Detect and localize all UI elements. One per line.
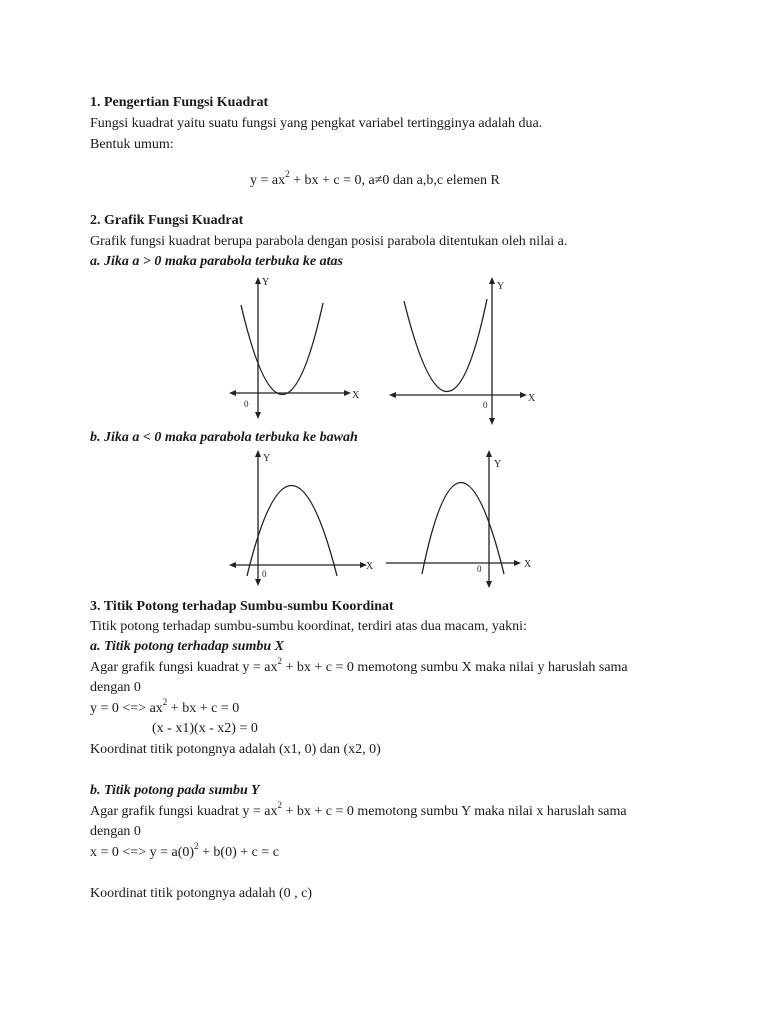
subsection-b-text-cont: dengan 0 bbox=[90, 824, 141, 839]
x-axis-arrow-left bbox=[229, 390, 236, 396]
subsection-b-title: b. Titik potong pada sumbu Y bbox=[90, 783, 260, 798]
x-axis-arrow-right bbox=[514, 560, 521, 566]
section-1-definition: Fungsi kuadrat yaitu suatu fungsi yang pengkat variabel tertingginya adalah dua. bbox=[90, 116, 543, 131]
subsection-a-text-cont: dengan 0 bbox=[90, 680, 141, 695]
subsection-a-title: a. Titik potong terhadap sumbu X bbox=[90, 639, 284, 654]
subsection-a-text: Agar grafik fungsi kuadrat $y = ax^2$ + bx + c = 0 memotong sumbu X maka nilai y haruslah sama bbox=[90, 656, 628, 675]
subsection-a-equation-1: y = 0 <=> $ax^2$ + bx + c = 0 bbox=[90, 697, 240, 716]
section-3-intro: Titik potong terhadap sumbu-sumbu koordinat, terdiri atas dua macam, yakni: bbox=[90, 619, 527, 634]
y-axis-arrow-down bbox=[489, 418, 495, 425]
y-axis-arrow-up bbox=[486, 450, 492, 457]
subsection-a-result: Koordinat titik potongnya adalah (x1, 0) dan (x2, 0) bbox=[90, 742, 381, 757]
section-2-heading: 2. Grafik Fungsi Kuadrat bbox=[90, 213, 244, 228]
x-axis-label: X bbox=[528, 393, 536, 404]
y-axis-arrow-up bbox=[255, 277, 261, 284]
x-axis-arrow-left bbox=[389, 392, 396, 398]
parabola-curve bbox=[422, 483, 504, 575]
subsection-b-result: Koordinat titik potongnya adalah (0 , c) bbox=[90, 886, 312, 901]
x-axis-arrow-right bbox=[520, 392, 527, 398]
origin-label: 0 bbox=[477, 564, 482, 574]
y-axis-label: Y bbox=[494, 459, 502, 470]
y-axis-arrow-down bbox=[486, 581, 492, 588]
case-a-positive-label: a. Jika a > 0 maka parabola terbuka ke atas bbox=[90, 254, 343, 269]
y-axis-label: Y bbox=[497, 281, 505, 292]
origin-label: 0 bbox=[244, 399, 249, 409]
y-axis-arrow-up bbox=[255, 450, 261, 457]
graph-downward-2 bbox=[380, 448, 545, 588]
subsection-b-equation-1: x = 0 <=> $y = a(0)^2 + b(0) + c = c$ bbox=[90, 841, 279, 860]
subsection-b-text: Agar grafik fungsi kuadrat $y = ax^2$ + bx + c = 0 memotong sumbu Y maka nilai x haruslah sama bbox=[90, 800, 627, 819]
origin-label: 0 bbox=[483, 400, 488, 410]
x-axis-label: X bbox=[366, 561, 374, 572]
subsection-a-equation-2: (x - x1)(x - x2) = 0 bbox=[152, 721, 258, 736]
parabola-curve bbox=[247, 486, 337, 577]
section-1-heading: 1. Pengertian Fungsi Kuadrat bbox=[90, 95, 269, 110]
section-3-heading: 3. Titik Potong terhadap Sumbu-sumbu Koordinat bbox=[90, 599, 394, 614]
graph-upward-2 bbox=[385, 275, 545, 425]
y-axis-arrow-down bbox=[255, 412, 261, 419]
parabola-curve bbox=[404, 299, 487, 392]
x-axis-arrow-left bbox=[229, 562, 236, 568]
y-axis-label: Y bbox=[263, 453, 271, 464]
general-form-formula: $y = ax^2$ + bx + c = 0, a≠0 dan a,b,c elemen R bbox=[250, 169, 500, 188]
y-axis-arrow-down bbox=[255, 579, 261, 586]
x-axis-arrow-right bbox=[344, 390, 351, 396]
graph-downward-1 bbox=[225, 448, 380, 588]
y-axis-arrow-up bbox=[489, 277, 495, 284]
y-axis-label: Y bbox=[262, 277, 270, 288]
x-axis-label: X bbox=[352, 390, 360, 401]
graph-upward-1 bbox=[225, 275, 365, 425]
parabola-curve bbox=[241, 303, 323, 395]
x-axis-label: X bbox=[524, 559, 532, 570]
section-1-general-form-label: Bentuk umum: bbox=[90, 137, 174, 152]
section-2-intro: Grafik fungsi kuadrat berupa parabola dengan posisi parabola ditentukan oleh nilai a. bbox=[90, 234, 568, 249]
case-b-negative-label: b. Jika a < 0 maka parabola terbuka ke bawah bbox=[90, 430, 358, 445]
origin-label: 0 bbox=[262, 569, 267, 579]
